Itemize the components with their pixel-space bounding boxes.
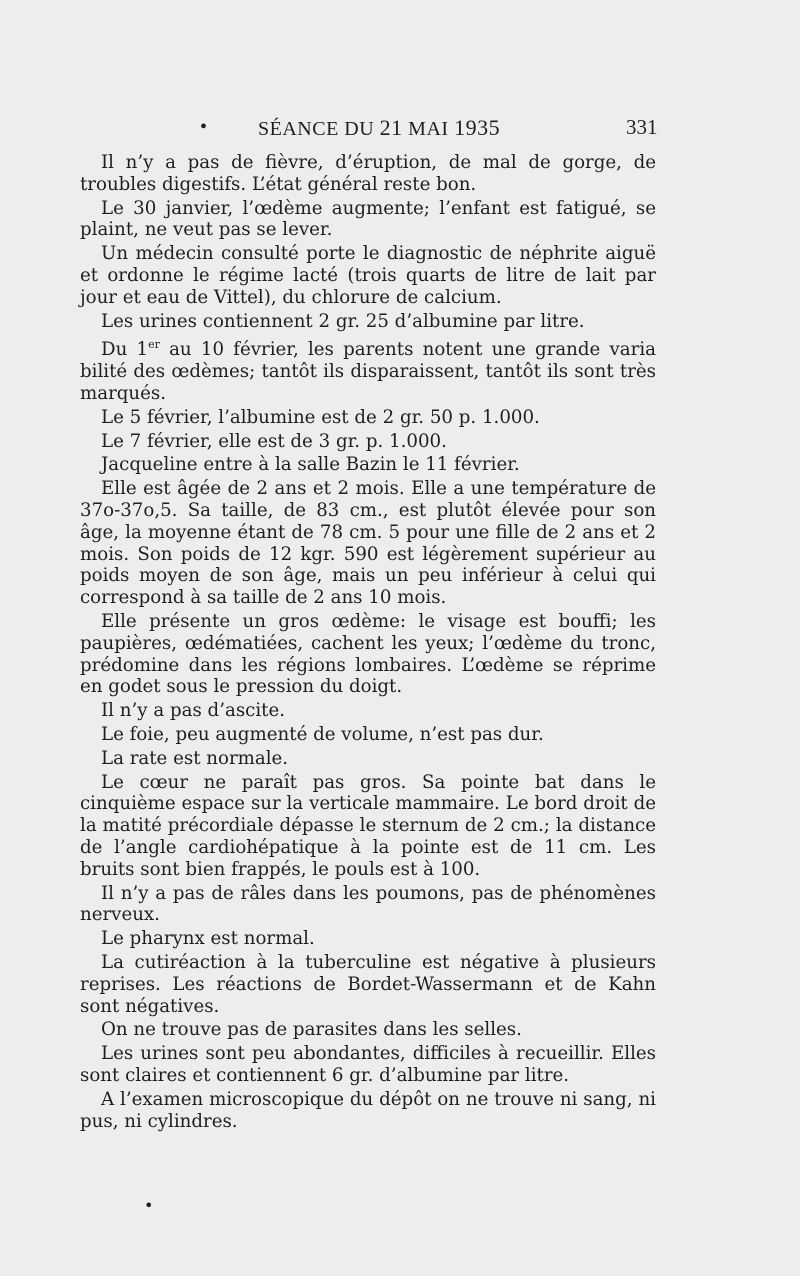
- paragraph: Il n’y a pas de fièvre, d’éruption, de mal de gorge, de troubles digestifs. L’état général reste bon.: [80, 152, 656, 195]
- paragraph: Le foie, peu augmenté de volume, n’est pas dur.: [101, 723, 544, 745]
- paragraph: Le 30 janvier, l’œdème augmente; l’enfant est fatigué, se plaint, ne veut pas se lever.: [80, 197, 656, 241]
- paragraph: [80, 334, 656, 404]
- paragraph: Le pharynx est normal.: [101, 928, 315, 950]
- paragraph: Le 5 février, l’albumine est de 2 gr. 50 p. 1.000.: [101, 406, 540, 428]
- paragraph: Un médecin consulté porte le diagnostic de néphrite aiguë et ordonne le régime lacté (trois quarts de litre de lait par jour et eau de Vittel), du chlorure de calcium.: [80, 243, 656, 308]
- superscript: er: [148, 338, 160, 352]
- paragraph: La rate est normale.: [101, 747, 289, 769]
- paragraph: Jacqueline entre à la salle Bazin le 11 février.: [101, 454, 520, 476]
- paragraph: Il n’y a pas d’ascite.: [101, 700, 286, 722]
- header-year: 1935: [454, 115, 501, 140]
- header-title-prefix: SÉANCE DU: [258, 118, 380, 140]
- body-text: [80, 152, 656, 1134]
- paragraph: Le 7 février, elle est de 3 gr. p. 1.000.: [101, 430, 447, 452]
- header-month: MAI: [402, 118, 455, 140]
- paragraph: Les urines contiennent 2 gr. 25 d’albumine par litre.: [101, 310, 585, 332]
- paragraph: Elle présente un gros œdème: le visage est bouffi; les paupières, œdématiées, cachent les yeux; l’œdème du tronc, prédomine dans les régions lombaires. L’œdème se réprime en godet sous le pression du doigt.: [80, 611, 656, 698]
- paragraph: La cutiréaction à la tuberculine est négative à plusieurs reprises. Les réactions de Bordet-Wassermann et de Kahn sont négatives.: [80, 951, 656, 1017]
- header-dot: •: [200, 116, 208, 138]
- paragraph: Les urines sont peu abondantes, difficiles à recueillir. Elles sont claires et contiennent 6 gr. d’albumine par litre.: [80, 1043, 656, 1086]
- paragraph: Le cœur ne paraît pas gros. Sa pointe bat dans le cinquième espace sur la verticale mammaire. Le bord droit de la matité précordiale dépasse le sternum de 2 cm.; la distance de l’angle cardiohépatique à la pointe est de 11 cm. Les bruits sont bien frappés, le pouls est à 100.: [80, 771, 656, 880]
- paragraph: Il n’y a pas de râles dans les poumons, pas de phénomènes nerveux.: [80, 882, 656, 926]
- paragraph-rest: au 10 février, les parents notent une grande varia bilité des œdèmes; tantôt ils disparaissent, tantôt ils sont très marqués.: [80, 339, 656, 405]
- paragraph-lead: Du 1: [101, 339, 149, 361]
- page-number: 331: [626, 115, 658, 139]
- running-header: [0, 114, 800, 144]
- paragraph: On ne trouve pas de parasites dans les selles.: [101, 1019, 522, 1041]
- header-day: 21: [379, 115, 403, 140]
- header-title: [258, 115, 500, 141]
- footer-mark: •: [144, 1196, 154, 1215]
- paragraph: A l’examen microscopique du dépôt on ne trouve ni sang, ni pus, ni cylindres.: [80, 1088, 656, 1132]
- paragraph: Elle est âgée de 2 ans et 2 mois. Elle a une température de 37o-37o,5. Sa taille, de 83 cm., est plutôt élevée pour son âge, la moyenne étant de 78 cm. 5 pour une fille de 2 ans et 2 mois. Son poids de 12 kgr. 590 est légèrement supérieur au poids moyen de son âge, mais un peu inférieur à celui qui correspond à sa taille de 2 ans 10 mois.: [80, 478, 656, 609]
